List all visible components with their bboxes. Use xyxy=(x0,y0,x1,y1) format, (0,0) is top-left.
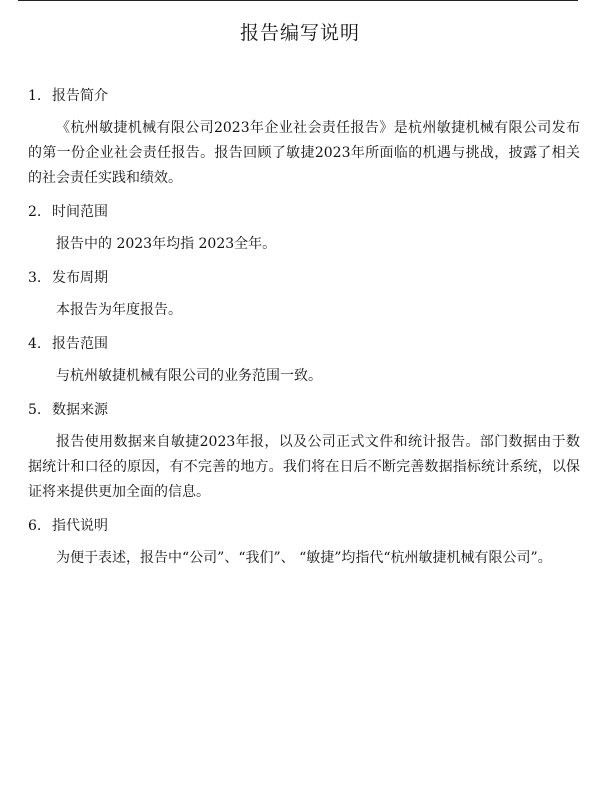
section-heading xyxy=(28,334,580,354)
section-release-cycle xyxy=(28,268,580,323)
section-body: 《杭州敏捷机械有限公司2023年企业社会责任报告》是杭州敏捷机械有限公司发布的第一份企业社会责任报告。报告回顾了敏捷2023年所面临的机遇与挑战，披露了相关的社会责任实践和绩效。 xyxy=(28,120,580,186)
section-heading xyxy=(28,516,580,536)
section-heading xyxy=(28,202,580,222)
section-title: 时间范围 xyxy=(52,204,108,220)
section-title: 报告简介 xyxy=(52,88,108,104)
section-body: 报告使用数据来自敏捷2023年报，以及公司正式文件和统计报告。部门数据由于数据统计和口径的原因，有不完善的地方。我们将在日后不断完善数据指标统计系统，以保证将来提供更加全面的信息。 xyxy=(28,434,580,500)
section-heading xyxy=(28,400,580,420)
section-number: 6. xyxy=(28,518,42,534)
section-time-range xyxy=(28,202,580,257)
section-report-scope xyxy=(28,334,580,389)
section-number: 2. xyxy=(28,204,42,220)
section-title: 发布周期 xyxy=(52,270,108,286)
section-title: 指代说明 xyxy=(52,518,108,534)
section-number: 3. xyxy=(28,270,42,286)
section-body: 报告中的 2023年均指 2023全年。 xyxy=(56,236,277,252)
section-reference-note xyxy=(28,516,580,571)
section-title: 数据来源 xyxy=(52,402,108,418)
section-body: 与杭州敏捷机械有限公司的业务范围一致。 xyxy=(56,368,322,384)
page-title: 报告编写说明 xyxy=(239,22,360,44)
section-number: 4. xyxy=(28,336,42,352)
section-heading xyxy=(28,86,580,106)
section-data-source xyxy=(28,400,580,505)
section-number: 1. xyxy=(28,88,42,104)
sections-list xyxy=(28,86,580,582)
section-intro xyxy=(28,86,580,191)
section-title: 报告范围 xyxy=(52,336,108,352)
section-heading xyxy=(28,268,580,288)
section-body: 本报告为年度报告。 xyxy=(56,302,182,318)
section-number: 5. xyxy=(28,402,42,418)
section-body: 为便于表述，报告中“公司”、“我们”、 “敏捷”均指代“杭州敏捷机械有限公司”。 xyxy=(56,550,552,566)
